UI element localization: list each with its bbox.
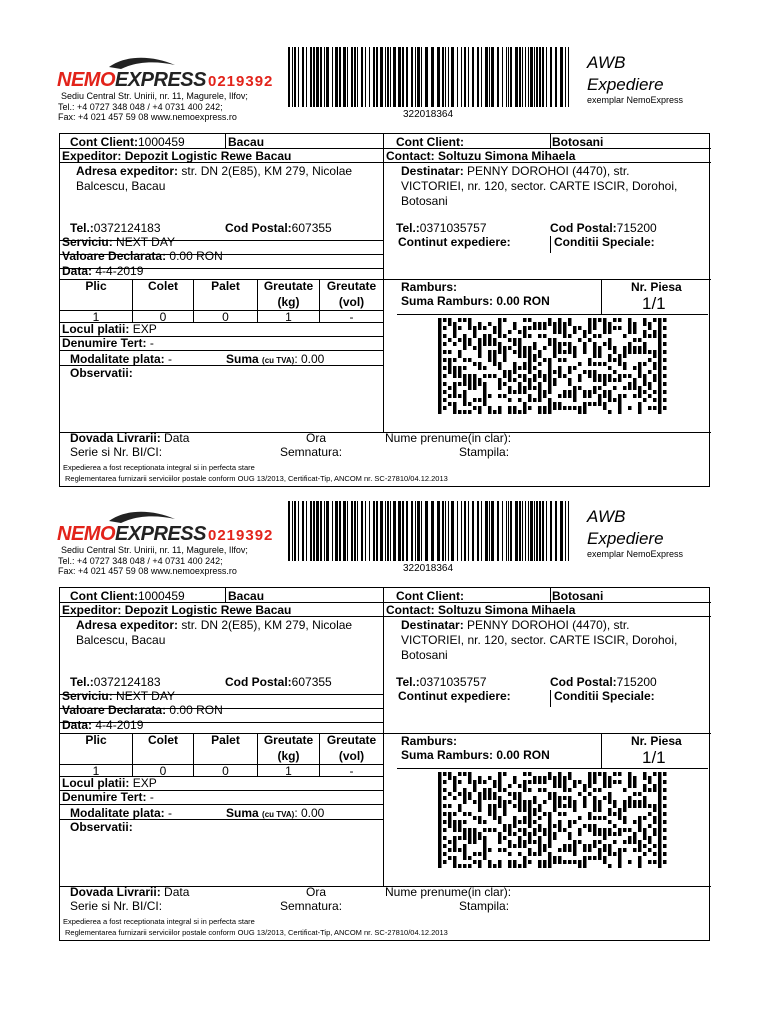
recipient-tel: Tel.:0371035757 xyxy=(396,221,487,235)
value-palet: 0 xyxy=(222,310,229,324)
header-colet: Colet xyxy=(148,279,178,293)
suma-ramburs: Suma Ramburs: 0.00 RON xyxy=(401,748,550,762)
header-colet: Colet xyxy=(148,733,178,747)
value-plic: 1 xyxy=(92,310,100,324)
recipient-city: Botosani xyxy=(552,589,604,603)
nemoexpress-logo: NEMOEXPRESS 0219392 xyxy=(57,509,277,549)
stampila: Stampila: xyxy=(459,445,510,459)
header-palet: Palet xyxy=(211,733,240,747)
recipient-address: Destinatar: PENNY DOROHOI (4470), str. xyxy=(401,164,630,178)
receipt-note: Expedierea a fost receptionata integral si in perfecta stare xyxy=(63,917,255,926)
denumire-tert: Denumire Tert: - xyxy=(62,336,154,350)
awb-subtitle: exemplar NemoExpress xyxy=(587,549,684,559)
awb-number: 322018364 xyxy=(403,563,454,574)
awb-form xyxy=(59,133,710,487)
data-expediere: Data: 4-4-2019 xyxy=(62,718,144,732)
awb-title: AWB Expediere xyxy=(587,507,664,548)
header-greutate-kg: Greutate (kg) xyxy=(263,733,314,763)
recipient-address-line2: VICTORIEI, nr. 120, sector. CARTE ISCIR, Dorohoi, xyxy=(401,179,678,193)
header-plic: Plic xyxy=(85,733,107,747)
value-greutate-vol: - xyxy=(349,310,354,324)
valoare-declarata: Valoare Declarata: 0.00 RON xyxy=(62,703,223,717)
nr-piesa-value: 1/1 xyxy=(642,294,666,313)
ora: Ora xyxy=(306,431,327,445)
nume-prenume: Nume prenume(in clar): xyxy=(385,885,512,899)
continut-expediere: Continut expediere: xyxy=(398,235,511,249)
recipient-city: Botosani xyxy=(552,135,604,149)
dovada-livrarii: Dovada Livrarii: Data xyxy=(70,431,190,445)
data-expediere: Data: 4-4-2019 xyxy=(62,264,144,278)
awb-subtitle: exemplar NemoExpress xyxy=(587,95,684,105)
modalitate-plata: Modalitate plata: - xyxy=(70,352,173,366)
semnatura: Semnatura: xyxy=(280,445,343,459)
denumire-tert: Denumire Tert: - xyxy=(62,790,154,804)
regulation-note: Reglementarea furnizarii serviciilor postale conform OUG 13/2013, Certificat-Tip, ANCOM nr. SC-27810/04.12.2013 xyxy=(65,928,448,937)
conditii-speciale: Conditii Speciale: xyxy=(554,235,655,249)
recipient-postal-code: Cod Postal:715200 xyxy=(550,221,657,235)
awb-copy xyxy=(0,0,768,483)
dovada-livrarii: Dovada Livrarii: Data xyxy=(70,885,190,899)
company-address: Sediu Central Str. Unirii, nr. 11, Magurele, Ilfov; Tel.: +4 0727 348 048 / +4 0731 400 242; Fax: +4 021 457 59 08 www.nemoexpress.ro xyxy=(58,91,248,122)
recipient-address: Destinatar: PENNY DOROHOI (4470), str. xyxy=(401,618,630,632)
awb-form xyxy=(59,587,710,941)
serie-bi: Serie si Nr. BI/CI: xyxy=(70,899,163,913)
nr-piesa-label: Nr. Piesa xyxy=(631,280,682,294)
sender-city: Bacau xyxy=(228,135,265,149)
awb-copy xyxy=(0,454,768,937)
ora: Ora xyxy=(306,885,327,899)
contact: Contact: Soltuzu Simona Mihaela xyxy=(386,149,576,163)
nume-prenume: Nume prenume(in clar): xyxy=(385,431,512,445)
regulation-note: Reglementarea furnizarii serviciilor postale conform OUG 13/2013, Certificat-Tip, ANCOM nr. SC-27810/04.12.2013 xyxy=(65,474,448,483)
suma-ramburs: Suma Ramburs: 0.00 RON xyxy=(401,294,550,308)
observatii: Observatii: xyxy=(70,820,133,834)
recipient-address-line3: Botosani xyxy=(401,648,448,662)
expeditor: Expeditor: Depozit Logistic Rewe Bacau xyxy=(62,149,292,163)
nr-piesa-label: Nr. Piesa xyxy=(631,734,682,748)
sender-tel: Tel.:0372124183 xyxy=(70,675,161,689)
stampila: Stampila: xyxy=(459,899,510,913)
locul-platii: Locul platii: EXP xyxy=(62,322,157,336)
sender-address-line2: Balcescu, Bacau xyxy=(76,179,166,193)
locul-platii: Locul platii: EXP xyxy=(62,776,157,790)
serviciu: Serviciu: NEXT DAY xyxy=(62,689,175,703)
recipient-cont-client: Cont Client: xyxy=(396,589,464,603)
sender-address: Adresa expeditor: str. DN 2(E85), KM 279, Nicolae xyxy=(76,618,353,632)
header-palet: Palet xyxy=(211,279,240,293)
awb-barcode xyxy=(286,47,576,107)
contact: Contact: Soltuzu Simona Mihaela xyxy=(386,603,576,617)
observatii: Observatii: xyxy=(70,366,133,380)
header-greutate-kg: Greutate (kg) xyxy=(263,279,314,309)
datamatrix-code xyxy=(438,318,668,414)
header-greutate-vol: Greutate (vol) xyxy=(326,279,377,309)
header-greutate-vol: Greutate (vol) xyxy=(326,733,377,763)
value-palet: 0 xyxy=(222,764,229,778)
header-plic: Plic xyxy=(85,279,107,293)
recipient-cont-client: Cont Client: xyxy=(396,135,464,149)
company-address: Sediu Central Str. Unirii, nr. 11, Magurele, Ilfov; Tel.: +4 0727 348 048 / +4 0731 400 242; Fax: +4 021 457 59 08 www.nemoexpress.ro xyxy=(58,545,248,576)
recipient-address-line3: Botosani xyxy=(401,194,448,208)
modalitate-plata: Modalitate plata: - xyxy=(70,806,173,820)
sender-postal-code: Cod Postal:607355 xyxy=(225,675,332,689)
sender-cont-client: Cont Client:1000459 xyxy=(70,589,185,603)
value-greutate-kg: 1 xyxy=(285,310,292,324)
serie-bi: Serie si Nr. BI/CI: xyxy=(70,445,163,459)
datamatrix-code xyxy=(438,772,668,868)
nr-piesa-value: 1/1 xyxy=(642,748,666,767)
serviciu: Serviciu: NEXT DAY xyxy=(62,235,175,249)
awb-title: AWB Expediere xyxy=(587,53,664,94)
recipient-postal-code: Cod Postal:715200 xyxy=(550,675,657,689)
value-greutate-vol: - xyxy=(349,764,354,778)
ramburs: Ramburs: xyxy=(401,734,458,748)
sender-city: Bacau xyxy=(228,589,265,603)
ramburs: Ramburs: xyxy=(401,280,458,294)
suma-tva: Suma (cu TVA): 0.00 xyxy=(226,352,325,366)
value-plic: 1 xyxy=(92,764,100,778)
nemoexpress-logo: NEMOEXPRESS 0219392 xyxy=(57,55,277,95)
sender-address: Adresa expeditor: str. DN 2(E85), KM 279, Nicolae xyxy=(76,164,353,178)
sender-postal-code: Cod Postal:607355 xyxy=(225,221,332,235)
sender-tel: Tel.:0372124183 xyxy=(70,221,161,235)
valoare-declarata: Valoare Declarata: 0.00 RON xyxy=(62,249,223,263)
recipient-tel: Tel.:0371035757 xyxy=(396,675,487,689)
expeditor: Expeditor: Depozit Logistic Rewe Bacau xyxy=(62,603,292,617)
continut-expediere: Continut expediere: xyxy=(398,689,511,703)
sender-cont-client: Cont Client:1000459 xyxy=(70,135,185,149)
suma-tva: Suma (cu TVA): 0.00 xyxy=(226,806,325,820)
semnatura: Semnatura: xyxy=(280,899,343,913)
awb-number: 322018364 xyxy=(403,109,454,120)
conditii-speciale: Conditii Speciale: xyxy=(554,689,655,703)
sender-address-line2: Balcescu, Bacau xyxy=(76,633,166,647)
awb-barcode xyxy=(286,501,576,561)
value-colet: 0 xyxy=(159,764,167,778)
receipt-note: Expedierea a fost receptionata integral si in perfecta stare xyxy=(63,463,255,472)
value-greutate-kg: 1 xyxy=(285,764,292,778)
recipient-address-line2: VICTORIEI, nr. 120, sector. CARTE ISCIR, Dorohoi, xyxy=(401,633,678,647)
value-colet: 0 xyxy=(159,310,167,324)
